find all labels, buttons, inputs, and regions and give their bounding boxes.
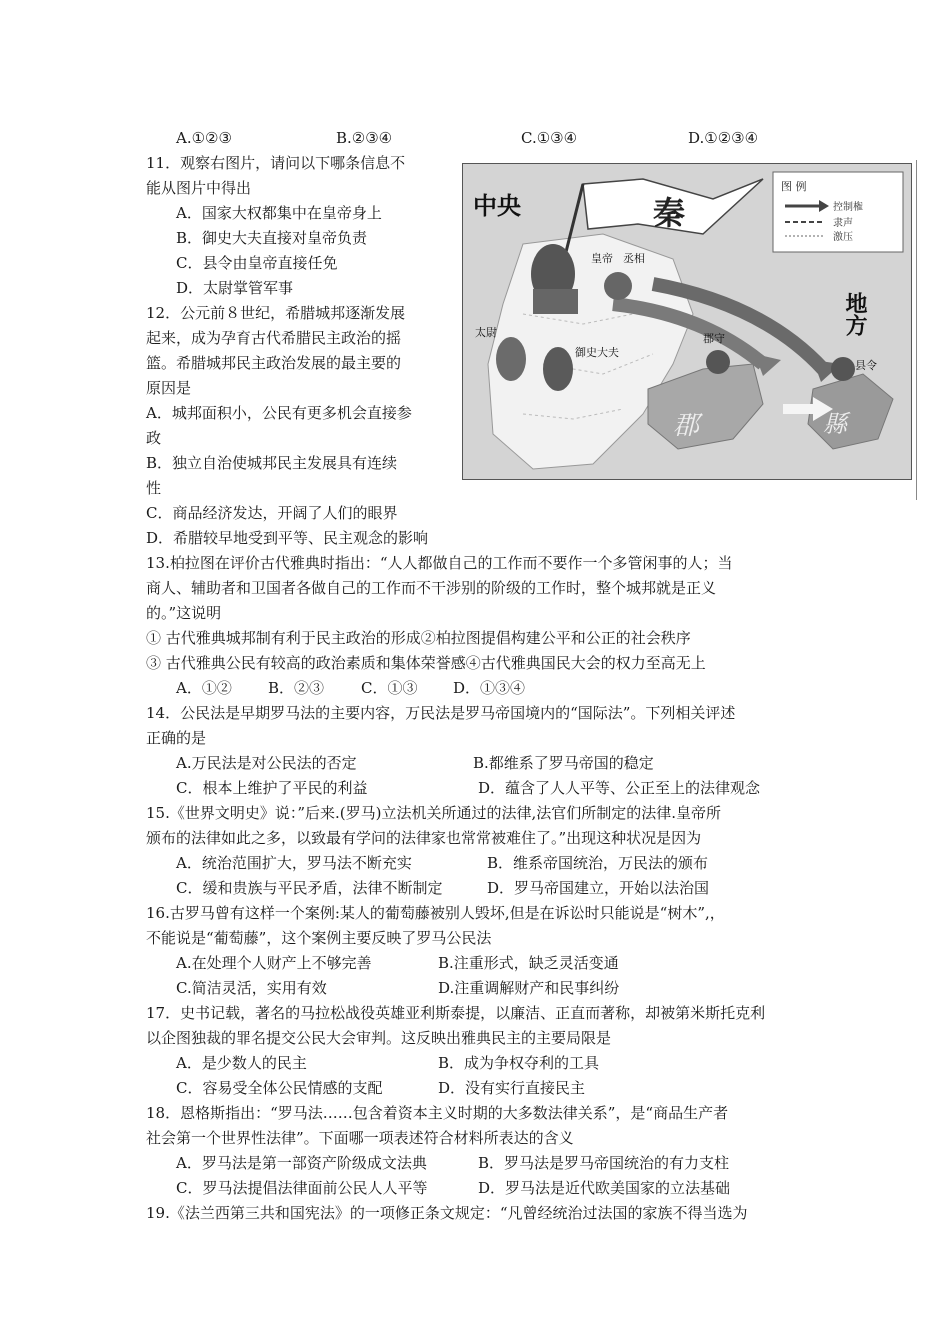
qin-government-map (462, 163, 912, 480)
q16-option-d: D.注重调解财产和民事纠纷 (438, 979, 620, 997)
q18-stem-1: 18．恩格斯指出：“罗马法……包含着资本主义时期的大多数法律关系”，是“商品生产者 (146, 1104, 729, 1122)
q15-option-c: C．缓和贵族与平民矛盾，法律不断制定 (176, 879, 443, 897)
xian-label: 縣 (823, 410, 847, 438)
q12-stem-4: 原因是 (146, 379, 192, 397)
q12-option-d: D．希腊较早地受到平等、民主观念的影响 (146, 529, 429, 547)
legend-item-supervise: 激压 (833, 232, 853, 243)
local-label: 地方 (842, 292, 868, 336)
emperor-label: 皇帝 (591, 252, 613, 265)
q14-stem-2: 正确的是 (146, 729, 207, 747)
legend-item-subordinate: 隶声 (833, 218, 853, 229)
q18-option-a: A．罗马法是第一部资产阶级成文法典 (176, 1154, 427, 1172)
legend-title: 图 例 (781, 180, 807, 193)
q15-option-b: B．维系帝国统治，万民法的颁布 (487, 854, 709, 872)
q13-stem-1: 13.柏拉图在评价古代雅典时指出：“人人都做自己的工作而不要作一个多管闲事的人；当 (146, 554, 733, 572)
q10-option-b: B.②③④ (336, 129, 393, 147)
q16-stem-2: 不能说是“葡萄藤”，这个案例主要反映了罗马公民法 (146, 929, 492, 947)
q17-stem-1: 17．史书记载，著名的马拉松战役英雄亚利斯泰提，以廉洁、正直而著称，却被第米斯托克利 (146, 1004, 766, 1022)
q17-option-a: A．是少数人的民主 (176, 1054, 307, 1072)
q13-stem-3: 的。”这说明 (146, 604, 222, 622)
q13-statement-12: ① 古代雅典城邦制有利于民主政治的形成②柏拉图提倡构建公平和公正的社会秩序 (146, 629, 691, 647)
flag-text: 秦 (653, 194, 686, 232)
q14-stem-1: 14．公民法是早期罗马法的主要内容，万民法是罗马帝国境内的“国际法”。下列相关评述 (146, 704, 736, 722)
q13-statement-34: ③ 古代雅典公民有较高的政治素质和集体荣誉感④古代雅典国民大会的权力至高无上 (146, 654, 706, 672)
central-label: 中央 (473, 191, 521, 220)
censor-label: 御史大夫 (575, 346, 619, 359)
q15-option-a: A．统治范围扩大，罗马法不断充实 (176, 854, 412, 872)
q16-option-c: C.简洁灵活，实用有效 (176, 979, 327, 997)
q13-option-c: C．①③ (361, 679, 418, 697)
q18-option-b: B．罗马法是罗马帝国统治的有力支柱 (478, 1154, 730, 1172)
q11-option-d: D．太尉掌管军事 (176, 279, 294, 297)
legend-item-control: 控制権 (833, 202, 863, 213)
q18-option-d: D．罗马法是近代欧美国家的立法基础 (478, 1179, 731, 1197)
q10-option-a: A.①②③ (176, 129, 232, 147)
jun-label: 郡 (673, 411, 700, 441)
q13-option-a: A．①② (176, 679, 232, 697)
q18-option-c: C．罗马法提倡法律面前公民人人平等 (176, 1179, 428, 1197)
q12-option-b: B．独立自治使城邦民主发展具有连续 (146, 454, 398, 472)
q12-option-c: C．商品经济发达，开阔了人们的眼界 (146, 504, 398, 522)
q17-option-d: D．没有实行直接民主 (438, 1079, 586, 1097)
q12-option-a: A．城邦面积小，公民有更多机会直接参 (146, 404, 412, 422)
q12-stem-2: 起来，成为孕育古代希腊民主政治的摇 (146, 329, 402, 347)
q13-option-b: B．②③ (268, 679, 325, 697)
q15-option-d: D．罗马帝国建立，开始以法治国 (487, 879, 710, 897)
q13-option-d: D．①③④ (453, 679, 526, 697)
q15-stem-1: 15.《世界文明史》说：”后来.(罗马)立法机关所通过的法律,法官们所制定的法律.皇帝所 (146, 804, 722, 822)
q12-option-b-cont: 性 (146, 479, 162, 497)
q16-option-a: A.在处理个人财产上不够完善 (176, 954, 372, 972)
q11-option-a: A．国家大权都集中在皇帝身上 (176, 204, 382, 222)
q13-stem-2: 商人、辅助者和卫国者各做自己的工作而不干涉别的阶级的工作时，整个城邦就是正义 (146, 579, 717, 597)
q11-stem-2: 能从图片中得出 (146, 179, 252, 197)
q14-option-a: A.万民法是对公民法的否定 (176, 754, 357, 772)
q14-option-b: B.都维系了罗马帝国的稳定 (473, 754, 654, 772)
q17-option-b: B．成为争权夺利的工具 (438, 1054, 600, 1072)
q15-stem-2: 颁布的法律如此之多，以致最有学问的法律家也常常被难住了。”出现这种状况是因为 (146, 829, 702, 847)
q14-option-d: D．蕴含了人人平等、公正至上的法律观念 (478, 779, 761, 797)
taiwei-label: 太尉 (475, 326, 497, 339)
page-divider (916, 160, 917, 500)
prefect-label: 郡守 (703, 332, 725, 345)
q17-option-c: C．容易受全体公民情感的支配 (176, 1079, 383, 1097)
q12-stem-3: 篮。希腊城邦民主政治发展的最主要的 (146, 354, 402, 372)
q11-option-c: C．县令由皇帝直接任免 (176, 254, 338, 272)
q12-stem-1: 12．公元前８世纪，希腊城邦逐渐发展 (146, 304, 406, 322)
q12-option-a-cont: 政 (146, 429, 162, 447)
q17-stem-2: 以企图独裁的罪名提交公民大会审判。这反映出雅典民主的主要局限是 (146, 1029, 612, 1047)
magistrate-label: 县令 (855, 359, 877, 372)
q10-option-d: D.①②③④ (688, 129, 759, 147)
q19-stem-1: 19.《法兰西第三共和国宪法》的一项修正条文规定：“凡曾经统治过法国的家族不得当选为 (146, 1204, 748, 1222)
q16-option-b: B.注重形式，缺乏灵活变通 (438, 954, 619, 972)
q18-stem-2: 社会第一个世界性法律”。下面哪一项表述符合材料所表达的含义 (146, 1129, 574, 1147)
q14-option-c: C．根本上维护了平民的利益 (176, 779, 368, 797)
q11-option-b: B．御史大夫直接对皇帝负责 (176, 229, 368, 247)
chancellor-label: 丞相 (623, 252, 645, 265)
q11-stem-1: 11．观察右图片，请问以下哪条信息不 (146, 154, 406, 172)
q10-option-c: C.①③④ (521, 129, 578, 147)
q16-stem-1: 16.古罗马曾有这样一个案例:某人的葡萄藤被别人毁坏,但是在诉讼时只能说是“树木”,， (146, 904, 725, 922)
